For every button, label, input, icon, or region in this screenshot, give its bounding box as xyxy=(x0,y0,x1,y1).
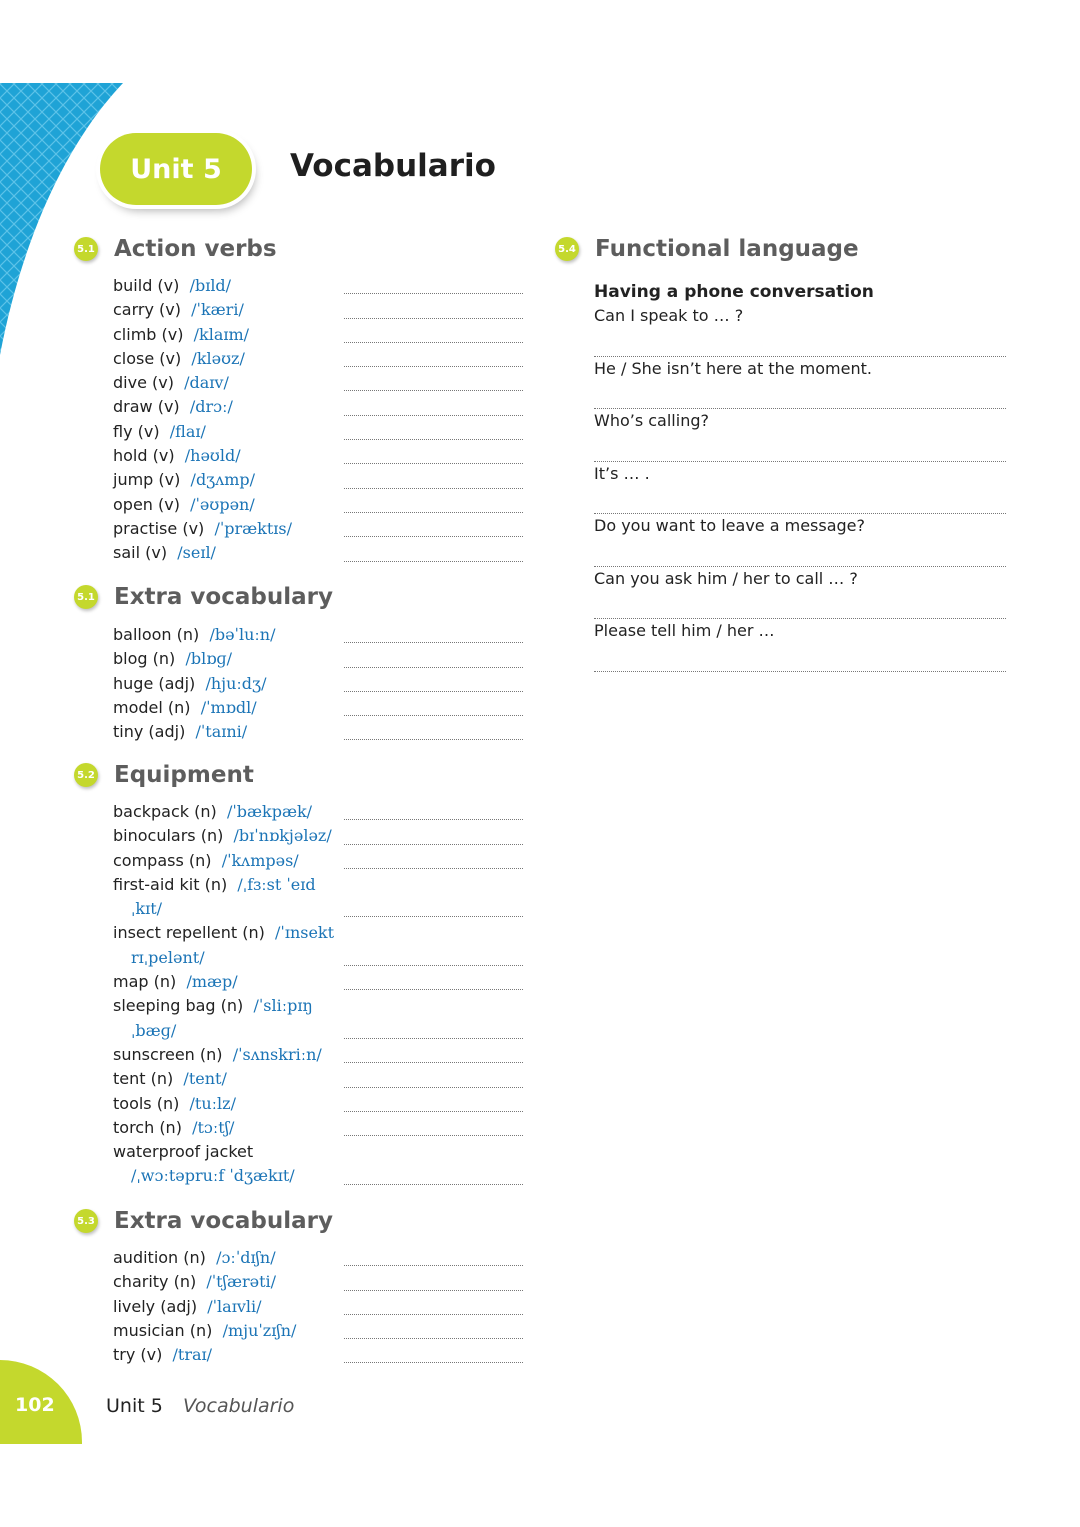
vocab-row xyxy=(113,371,523,395)
answer-line[interactable] xyxy=(594,591,1006,620)
vocab-word-text: climb (v) xyxy=(113,324,184,344)
vocab-ipa: /ˈbækpæk/ xyxy=(226,802,313,821)
unit-label: Unit 5 xyxy=(130,153,222,185)
vocab-ipa: ˌkɪt/ xyxy=(131,899,163,919)
vocab-row xyxy=(113,824,523,848)
vocab-word-text: model (n) xyxy=(113,697,191,717)
vocab-ipa: /ˈsliːpɪŋ xyxy=(253,996,313,1016)
section-title-equipment xyxy=(74,762,254,788)
vocab-word-text: carry (v) xyxy=(113,300,181,320)
vocab-word xyxy=(113,1319,338,1343)
answer-line[interactable] xyxy=(344,958,523,966)
vocab-ipa: /ˈkæri/ xyxy=(191,300,244,320)
vocab-word-text: waterproof jacket xyxy=(113,1142,254,1162)
vocab-word xyxy=(113,371,338,395)
vocab-word xyxy=(113,444,338,468)
vocab-row xyxy=(113,347,523,371)
vocab-word-text: fly (v) xyxy=(113,421,160,441)
page-number: 102 xyxy=(15,1394,55,1416)
vocab-list-extra-vocabulary-3 xyxy=(113,1246,523,1367)
vocab-row xyxy=(113,298,523,322)
vocab-ipa: /ˈpræktɪs/ xyxy=(214,518,293,538)
vocab-ipa: /ˈmɒdl/ xyxy=(200,697,257,717)
vocab-ipa: /tɔːtʃ/ xyxy=(192,1117,235,1137)
vocab-ipa: /daɪv/ xyxy=(184,373,229,393)
section-title-extra-vocabulary-3 xyxy=(74,1208,333,1234)
vocab-word-text: binoculars (n) xyxy=(113,826,224,846)
answer-line[interactable] xyxy=(594,643,1006,672)
vocab-row-continuation xyxy=(113,1164,523,1188)
vocab-row-continuation xyxy=(113,1019,523,1043)
vocab-word xyxy=(113,493,338,517)
vocab-row-continuation xyxy=(113,946,523,970)
answer-line[interactable] xyxy=(344,383,523,391)
vocab-row xyxy=(113,274,523,298)
vocab-word xyxy=(113,696,338,720)
vocab-word-text: open (v) xyxy=(113,494,180,514)
answer-line[interactable] xyxy=(594,328,1006,357)
section-badge: 5.1 xyxy=(74,237,98,261)
functional-subtitle: Having a phone conversation xyxy=(594,282,874,302)
vocab-row xyxy=(113,672,523,696)
vocab-word-text: draw (v) xyxy=(113,397,180,417)
vocab-word xyxy=(113,517,338,541)
functional-language-block xyxy=(594,280,1006,672)
footer-unit: Unit 5 xyxy=(106,1395,163,1417)
vocab-row xyxy=(113,1140,523,1164)
section-title-text: Equipment xyxy=(114,762,254,788)
vocab-word-text: tent (n) xyxy=(113,1069,174,1089)
vocab-ipa: /ˈɪnsekt xyxy=(275,923,335,943)
unit-badge xyxy=(100,133,252,205)
vocab-row xyxy=(113,696,523,720)
vocab-word xyxy=(113,623,338,647)
vocab-row xyxy=(113,323,523,347)
answer-line[interactable] xyxy=(344,812,523,820)
vocab-word xyxy=(113,1116,338,1140)
answer-line[interactable] xyxy=(344,1355,523,1363)
vocab-word-text: dive (v) xyxy=(113,373,174,393)
answer-line[interactable] xyxy=(344,1104,523,1112)
answer-line[interactable] xyxy=(344,1080,523,1088)
vocab-row-continuation xyxy=(113,897,523,921)
section-title-text: Action verbs xyxy=(114,236,277,262)
vocab-row xyxy=(113,541,523,565)
vocab-word-text: backpack (n) xyxy=(113,802,217,821)
answer-line[interactable] xyxy=(344,311,523,319)
vocab-word-text: lively (adj) xyxy=(113,1296,198,1316)
vocab-ipa: /kləʊz/ xyxy=(191,348,245,368)
vocab-ipa: /drɔː/ xyxy=(189,397,233,417)
answer-line[interactable] xyxy=(344,529,523,537)
vocab-ipa: /ˈkʌmpəs/ xyxy=(221,850,299,870)
vocab-ipa: /ˈəʊpən/ xyxy=(190,494,255,514)
vocab-ipa: /bəˈluːn/ xyxy=(209,625,276,644)
vocab-word xyxy=(113,468,338,492)
vocab-word-text: insect repellent (n) xyxy=(113,923,265,943)
vocab-row xyxy=(113,720,523,744)
vocab-list-action-verbs xyxy=(113,274,523,566)
vocab-row xyxy=(113,994,523,1018)
vocab-ipa: /mjuˈzɪʃn/ xyxy=(222,1320,297,1340)
section-title-extra-vocabulary-1 xyxy=(74,584,333,610)
vocab-row xyxy=(113,493,523,517)
vocab-word-text: musician (n) xyxy=(113,1320,213,1340)
vocab-word-text: balloon (n) xyxy=(113,625,200,644)
phrase-text: He / She isn’t here at the moment. xyxy=(594,358,872,378)
vocab-ipa: /həʊld/ xyxy=(184,446,241,466)
vocab-word-text: build (v) xyxy=(113,276,180,295)
vocab-word xyxy=(113,1092,338,1116)
vocab-word-text: jump (v) xyxy=(113,470,181,490)
answer-line[interactable] xyxy=(344,505,523,513)
answer-line[interactable] xyxy=(344,982,523,990)
answer-line[interactable] xyxy=(344,635,523,643)
vocab-list-equipment xyxy=(113,800,523,1189)
vocab-ipa: /tuːlz/ xyxy=(189,1093,236,1113)
vocab-word xyxy=(113,347,338,371)
phrase-text: Who’s calling? xyxy=(594,411,709,430)
answer-line[interactable] xyxy=(344,1031,523,1039)
vocab-ipa-continuation xyxy=(113,1019,338,1043)
vocab-word-text: audition (n) xyxy=(113,1248,206,1267)
section-title-text: Extra vocabulary xyxy=(114,584,333,610)
vocab-row xyxy=(113,1319,523,1343)
phrase-text: Can I speak to … ? xyxy=(594,306,744,325)
answer-line[interactable] xyxy=(344,432,523,440)
vocab-word xyxy=(113,1246,338,1270)
section-title-action-verbs xyxy=(74,236,277,262)
answer-line[interactable] xyxy=(594,381,1006,410)
section-badge: 5.2 xyxy=(74,763,98,787)
answer-line[interactable] xyxy=(594,433,1006,462)
section-title-text: Extra vocabulary xyxy=(114,1208,333,1234)
answer-line[interactable] xyxy=(344,732,523,740)
vocab-ipa: /flaɪ/ xyxy=(169,421,206,441)
phrase-text: Can you ask him / her to call … ? xyxy=(594,568,858,588)
vocab-word xyxy=(113,849,338,873)
phrase-text: Please tell him / her … xyxy=(594,621,775,640)
answer-line[interactable] xyxy=(344,456,523,464)
vocab-row xyxy=(113,921,523,945)
vocab-word xyxy=(113,970,338,994)
vocab-word xyxy=(113,873,338,897)
vocab-ipa: /ˈtʃærəti/ xyxy=(206,1272,277,1292)
vocab-word xyxy=(113,1295,338,1319)
vocab-ipa: rɪˌpelənt/ xyxy=(131,947,205,967)
phrase-text: It’s … . xyxy=(594,463,650,483)
footer-section: Vocabulario xyxy=(183,1395,295,1417)
page-title: Vocabulario xyxy=(290,148,496,184)
section-title-functional-language xyxy=(555,236,859,262)
answer-line[interactable] xyxy=(344,481,523,489)
vocab-word-text: compass (n) xyxy=(113,850,212,870)
vocab-word xyxy=(113,672,338,696)
vocab-ipa: /ˈsʌnskriːn/ xyxy=(232,1044,322,1064)
answer-line[interactable] xyxy=(344,861,523,869)
vocab-word xyxy=(113,1270,338,1294)
vocab-row xyxy=(113,1343,523,1367)
answer-line[interactable] xyxy=(344,335,523,343)
vocab-word xyxy=(113,1343,338,1367)
vocab-ipa: /ˈlaɪvli/ xyxy=(207,1296,262,1316)
vocab-list-extra-vocabulary-1 xyxy=(113,623,523,744)
vocab-word xyxy=(113,420,338,444)
answer-line[interactable] xyxy=(344,1128,523,1136)
vocab-word xyxy=(113,541,338,565)
vocab-row xyxy=(113,420,523,444)
answer-line[interactable] xyxy=(344,1307,523,1315)
vocab-row xyxy=(113,1092,523,1116)
vocab-word-text: sunscreen (n) xyxy=(113,1044,223,1064)
vocab-word xyxy=(113,921,338,945)
answer-line[interactable] xyxy=(594,486,1006,515)
answer-line[interactable] xyxy=(344,554,523,562)
vocab-word-text: blog (n) xyxy=(113,649,176,669)
vocab-word-text: tiny (adj) xyxy=(113,722,186,742)
vocab-row xyxy=(113,1067,523,1091)
answer-line[interactable] xyxy=(344,1283,523,1291)
vocab-row xyxy=(113,800,523,824)
vocab-ipa: /blɒɡ/ xyxy=(185,649,233,669)
vocab-word-text: first-aid kit (n) xyxy=(113,874,228,894)
vocab-row xyxy=(113,970,523,994)
vocab-ipa: /hjuːdʒ/ xyxy=(205,673,267,693)
vocab-word xyxy=(113,994,338,1018)
vocab-row xyxy=(113,1116,523,1140)
vocab-row xyxy=(113,1043,523,1067)
vocab-row xyxy=(113,1246,523,1270)
vocab-row xyxy=(113,444,523,468)
vocab-word xyxy=(113,274,338,298)
vocab-word xyxy=(113,647,338,671)
answer-line[interactable] xyxy=(344,684,523,692)
answer-line[interactable] xyxy=(344,1055,523,1063)
vocab-ipa: /klaɪm/ xyxy=(193,324,250,344)
vocab-ipa: /traɪ/ xyxy=(172,1345,213,1365)
vocab-ipa: /ɔːˈdɪʃn/ xyxy=(216,1248,276,1267)
answer-line[interactable] xyxy=(344,708,523,716)
vocab-row xyxy=(113,873,523,897)
vocab-word xyxy=(113,395,338,419)
vocab-row xyxy=(113,1270,523,1294)
section-badge: 5.1 xyxy=(74,585,98,609)
vocab-word-text: tools (n) xyxy=(113,1093,180,1113)
answer-line[interactable] xyxy=(344,1258,523,1266)
vocab-word xyxy=(113,1067,338,1091)
vocab-row xyxy=(113,1295,523,1319)
vocab-row xyxy=(113,395,523,419)
vocab-ipa-continuation xyxy=(113,946,338,970)
vocab-word xyxy=(113,298,338,322)
vocab-word-text: huge (adj) xyxy=(113,673,196,693)
vocab-ipa: /bɪˈnɒkjələz/ xyxy=(233,826,332,846)
vocab-ipa: /ˈtaɪni/ xyxy=(195,722,248,742)
vocab-ipa: ˌbæɡ/ xyxy=(131,1020,177,1040)
vocab-ipa: /mæp/ xyxy=(186,972,238,992)
vocab-word-text: practise (v) xyxy=(113,518,205,538)
vocab-ipa: /dʒʌmp/ xyxy=(190,470,256,490)
vocab-ipa: /ˌfɜːst ˈeɪd xyxy=(237,874,316,894)
vocab-word-text: close (v) xyxy=(113,348,182,368)
answer-line[interactable] xyxy=(344,837,523,845)
vocab-row xyxy=(113,623,523,647)
vocab-word xyxy=(113,323,338,347)
vocab-word-text: hold (v) xyxy=(113,446,175,466)
vocab-word-text: charity (n) xyxy=(113,1272,197,1292)
vocab-word xyxy=(113,824,338,848)
answer-line[interactable] xyxy=(344,286,523,294)
phrase-text: Do you want to leave a message? xyxy=(594,516,865,535)
vocab-ipa: /seɪl/ xyxy=(177,543,216,563)
vocab-ipa: /tent/ xyxy=(183,1069,227,1089)
answer-line[interactable] xyxy=(344,909,523,917)
vocab-ipa: /bɪld/ xyxy=(189,276,232,295)
section-title-text: Functional language xyxy=(595,236,859,262)
answer-line[interactable] xyxy=(344,1331,523,1339)
vocab-word-text: torch (n) xyxy=(113,1117,182,1137)
vocab-ipa-continuation xyxy=(113,897,338,921)
vocab-row xyxy=(113,849,523,873)
vocab-ipa-continuation xyxy=(113,1164,338,1188)
vocab-word xyxy=(113,800,338,824)
vocab-row xyxy=(113,517,523,541)
answer-line[interactable] xyxy=(344,408,523,416)
vocab-word xyxy=(113,720,338,744)
vocab-word xyxy=(113,1140,338,1164)
vocab-row xyxy=(113,468,523,492)
answer-line[interactable] xyxy=(344,359,523,367)
answer-line[interactable] xyxy=(594,538,1006,567)
answer-line[interactable] xyxy=(344,1177,523,1185)
section-badge: 5.4 xyxy=(555,237,579,261)
vocab-row xyxy=(113,647,523,671)
answer-line[interactable] xyxy=(344,660,523,668)
vocab-word-text: map (n) xyxy=(113,972,177,992)
vocab-word-text: sail (v) xyxy=(113,543,168,563)
section-badge: 5.3 xyxy=(74,1209,98,1233)
vocab-ipa: /ˌwɔːtəpruːf ˈdʒækɪt/ xyxy=(131,1166,295,1186)
vocab-word xyxy=(113,1043,338,1067)
vocab-word-text: try (v) xyxy=(113,1345,163,1365)
vocab-word-text: sleeping bag (n) xyxy=(113,996,244,1016)
